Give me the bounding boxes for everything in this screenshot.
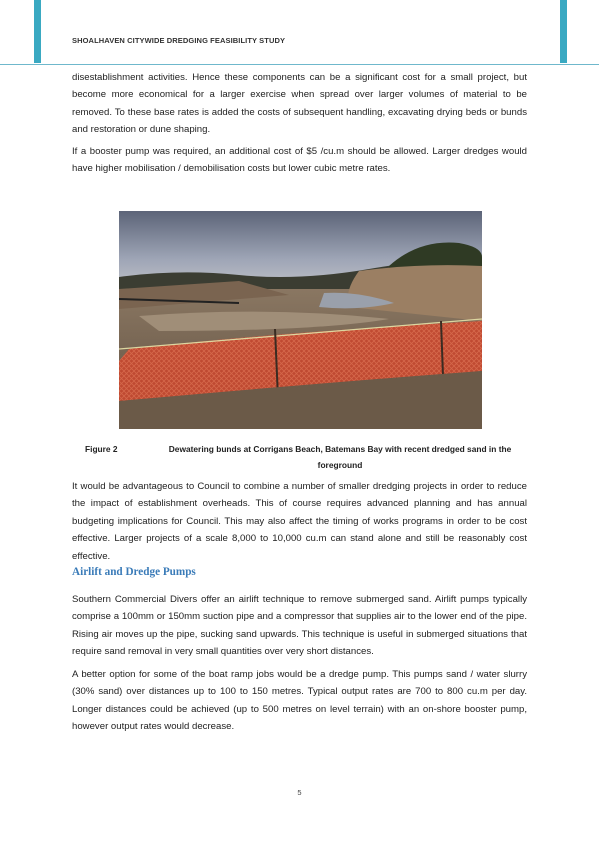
right-accent-bar [560,0,567,63]
paragraph-airlift: Southern Commercial Divers offer an airlift technique to remove submerged sand. Airlift pumps typically comprise a 100mm or 150mm suction pipe and a compressor that supplies air to the lower end of the pipe. Rising air moves up the pipe, sucking sand upwards. This technique is useful in submerged situations that require sand removal in very small quantities over very short distances. [72,594,527,658]
paragraph-dredge-pump: A better option for some of the boat ramp jobs would be a dredge pump. This pumps sand / water slurry (30% sand) over distances up to 100 to 150 metres. Typical output rates are 700 to 800 cu.m per day. Longer distances could be achieved (up to 500 metres on level terrain) with an on-shore booster pump, however output rates would decrease. [72,669,527,733]
figure-photo [119,211,482,429]
paragraph-costs: disestablishment activities. Hence these components can be a significant cost for a small project, but become more economical for a larger exercise when spread over larger volumes of material to be removed. To these base rates is added the costs of subsequent handling, excavating drying beds or bunds and restoration or dune shaping. [72,72,527,136]
document-header: SHOALHAVEN CITYWIDE DREDGING FEASIBILITY STUDY [72,36,286,45]
figure-caption-text: Dewatering bunds at Corrigans Beach, Batemans Bay with recent dredged sand in the foreground [168,444,512,470]
page-number: 5 [297,788,302,797]
left-accent-bar [34,0,41,63]
header-rule [0,64,599,65]
section-heading: Airlift and Dredge Pumps [72,566,196,578]
paragraph-combine-projects: It would be advantageous to Council to combine a number of smaller dredging projects in order to reduce the impact of establishment overheads. This of course requires advanced planning and has annual budgeting implications for Council. This may also affect the timing of works programs in order to be cost effective. Larger projects of a scale 8,000 to 10,000 cu.m can stand alone and still be reasonably cost effective. [72,481,527,562]
paragraph-booster-pump: If a booster pump was required, an additional cost of $5 /cu.m should be allowed. Larger dredges would have higher mobilisation / demobilisation costs but lower cubic metre rates. [72,146,527,175]
figure-number: Figure 2 [85,444,118,454]
